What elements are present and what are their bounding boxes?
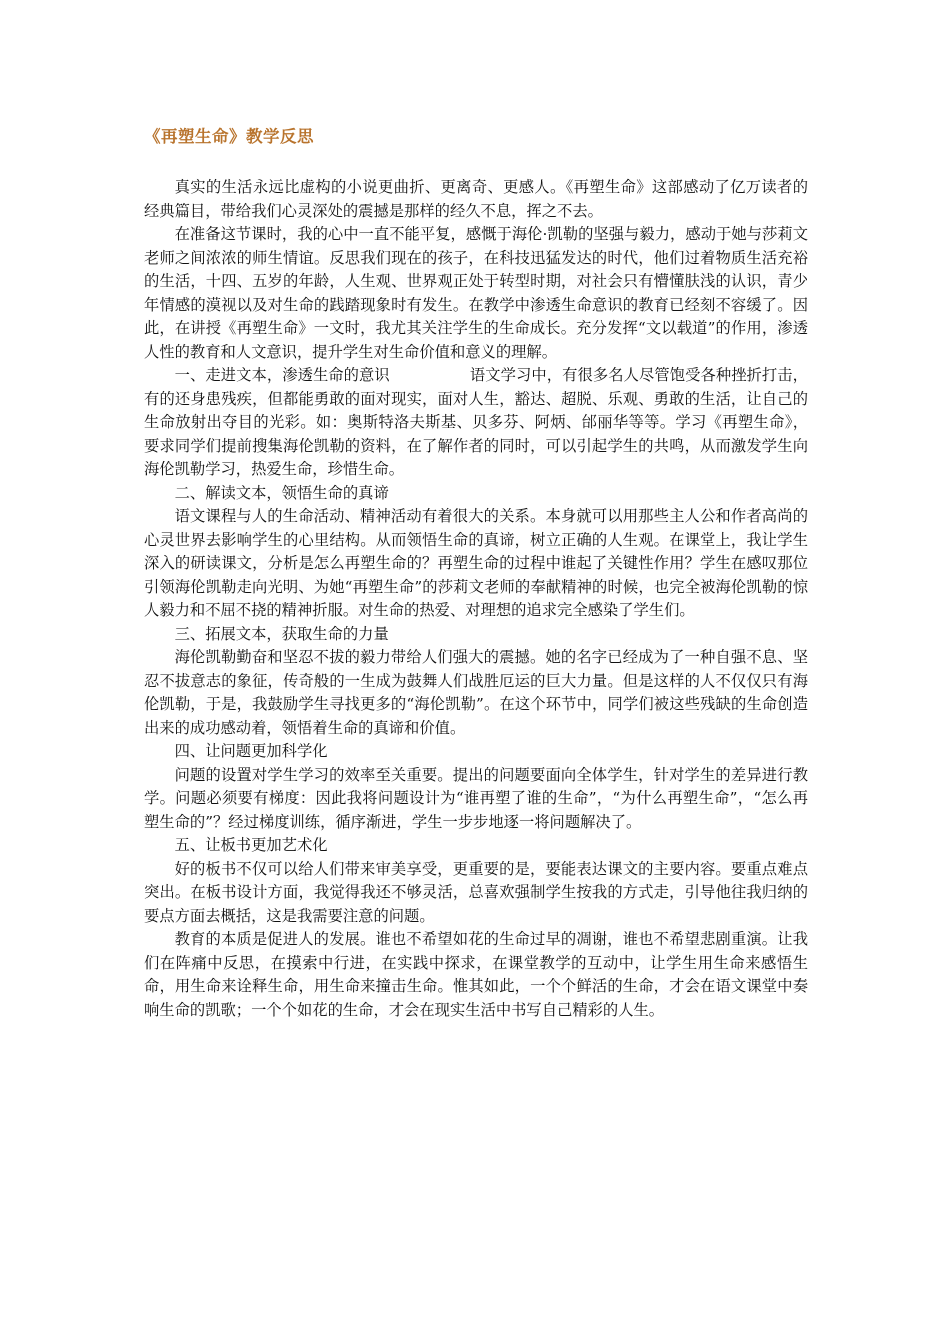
document-body <box>144 176 808 1022</box>
section-heading-five: 五、让板书更加艺术化 <box>174 836 328 854</box>
section-heading-one: 一、走进文本，渗透生命的意识 <box>174 366 390 384</box>
document-title: 《再塑生命》教学反思 <box>144 127 314 146</box>
paragraph-section-two: 语文课程与人的生命活动、精神活动有着很大的关系。本身就可以用那些主人公和作者高尚的心灵世界去影响学生的心里结构。从而领悟生命的真谛，树立正确的人生观。在课堂上，我让学生深入的研读课文，分析是怎么再塑生命的？再塑生命的过程中谁起了关键性作用？学生在感叹那位引领海伦凯勒走向光明、为她“再塑生命”的莎莉文老师的奉献精神的时候，也完全被海伦凯勒的惊人毅力和不屈不挠的精神折服。对生命的热爱、对理想的追求完全感染了学生们。 <box>144 507 808 619</box>
paragraph-preparation: 在准备这节课时，我的心中一直不能平复，感慨于海伦·凯勒的坚强与毅力，感动于她与莎莉文老师之间浓浓的师生情谊。反思我们现在的孩子，在科技迅猛发达的时代，他们过着物质生活充裕的生活，十四、五岁的年龄，人生观、世界观正处于转型时期，对社会只有懵懂肤浅的认识，青少年情感的漠视以及对生命的践踏现象时有发生。在教学中渗透生命意识的教育已经刻不容缓了。因此，在讲授《再塑生命》一文时，我尤其关注学生的生命成长。充分发挥“文以载道”的作用，渗透人性的教育和人文意识，提升学生对生命价值和意义的理解。 <box>144 225 808 361</box>
section-heading-three: 三、拓展文本，获取生命的力量 <box>174 624 389 643</box>
paragraph-section-four: 问题的设置对学生学习的效率至关重要。提出的问题要面向全体学生，针对学生的差异进行教学。问题必须要有梯度：因此我将问题设计为“谁再塑了谁的生命”，“为什么再塑生命”，“怎么再塑生命的”？经过梯度训练，循序渐进，学生一步步地逐一将问题解决了。 <box>144 765 808 831</box>
paragraph-section-three: 海伦凯勒勤奋和坚忍不拔的毅力带给人们强大的震撼。她的名字已经成为了一种自强不息、坚忍不拔意志的象征，传奇般的一生成为鼓舞人们战胜厄运的巨大力量。但是这样的人不仅仅只有海伦凯勒，于是，我鼓励学生寻找更多的“海伦凯勒”。在这个环节中，同学们被这些残缺的生命创造出来的成功感动着，领悟着生命的真谛和价值。 <box>144 648 808 737</box>
paragraph-conclusion: 教育的本质是促进人的发展。谁也不希望如花的生命过早的凋谢，谁也不希望悲剧重演。让我们在阵痛中反思，在摸索中行进，在实践中探求，在课堂教学的互动中，让学生用生命来感悟生命，用生命来诠释生命，用生命来撞击生命。惟其如此，一个个鲜活的生命，才会在语文课堂中奏响生命的凯歌；一个个如花的生命，才会在现实生活中书写自己精彩的人生。 <box>144 930 808 1019</box>
paragraph-intro: 真实的生活永远比虚构的小说更曲折、更离奇、更感人。《再塑生命》这部感动了亿万读者的经典篇目，带给我们心灵深处的震撼是那样的经久不息，挥之不去。 <box>144 178 808 220</box>
section-heading-two: 二、解读文本，领悟生命的真谛 <box>174 483 389 502</box>
paragraph-section-one: 语文学习中，有很多名人尽管饱受各种挫折打击，有的还身患残疾，但都能勇敢的面对现实，面对人生，豁达、超脱、乐观、勇敢的生活，让自己的生命放射出夺目的光彩。如：奥斯特洛夫斯基、贝多芬、阿炳、邰丽华等等。学习《再塑生命》，要求同学们提前搜集海伦凯勒的资料，在了解作者的同时，可以引起学生的共鸣，从而激发学生向海伦凯勒学习，热爱生命，珍惜生命。 <box>144 366 808 478</box>
paragraph-section-five: 好的板书不仅可以给人们带来审美享受，更重要的是，要能表达课文的主要内容。要重点难点突出。在板书设计方面，我觉得我还不够灵活，总喜欢强制学生按我的方式走，引导他往我归纳的要点方面去概括，这是我需要注意的问题。 <box>144 859 808 925</box>
section-heading-four: 四、让问题更加科学化 <box>174 742 328 760</box>
section-one <box>144 364 808 482</box>
